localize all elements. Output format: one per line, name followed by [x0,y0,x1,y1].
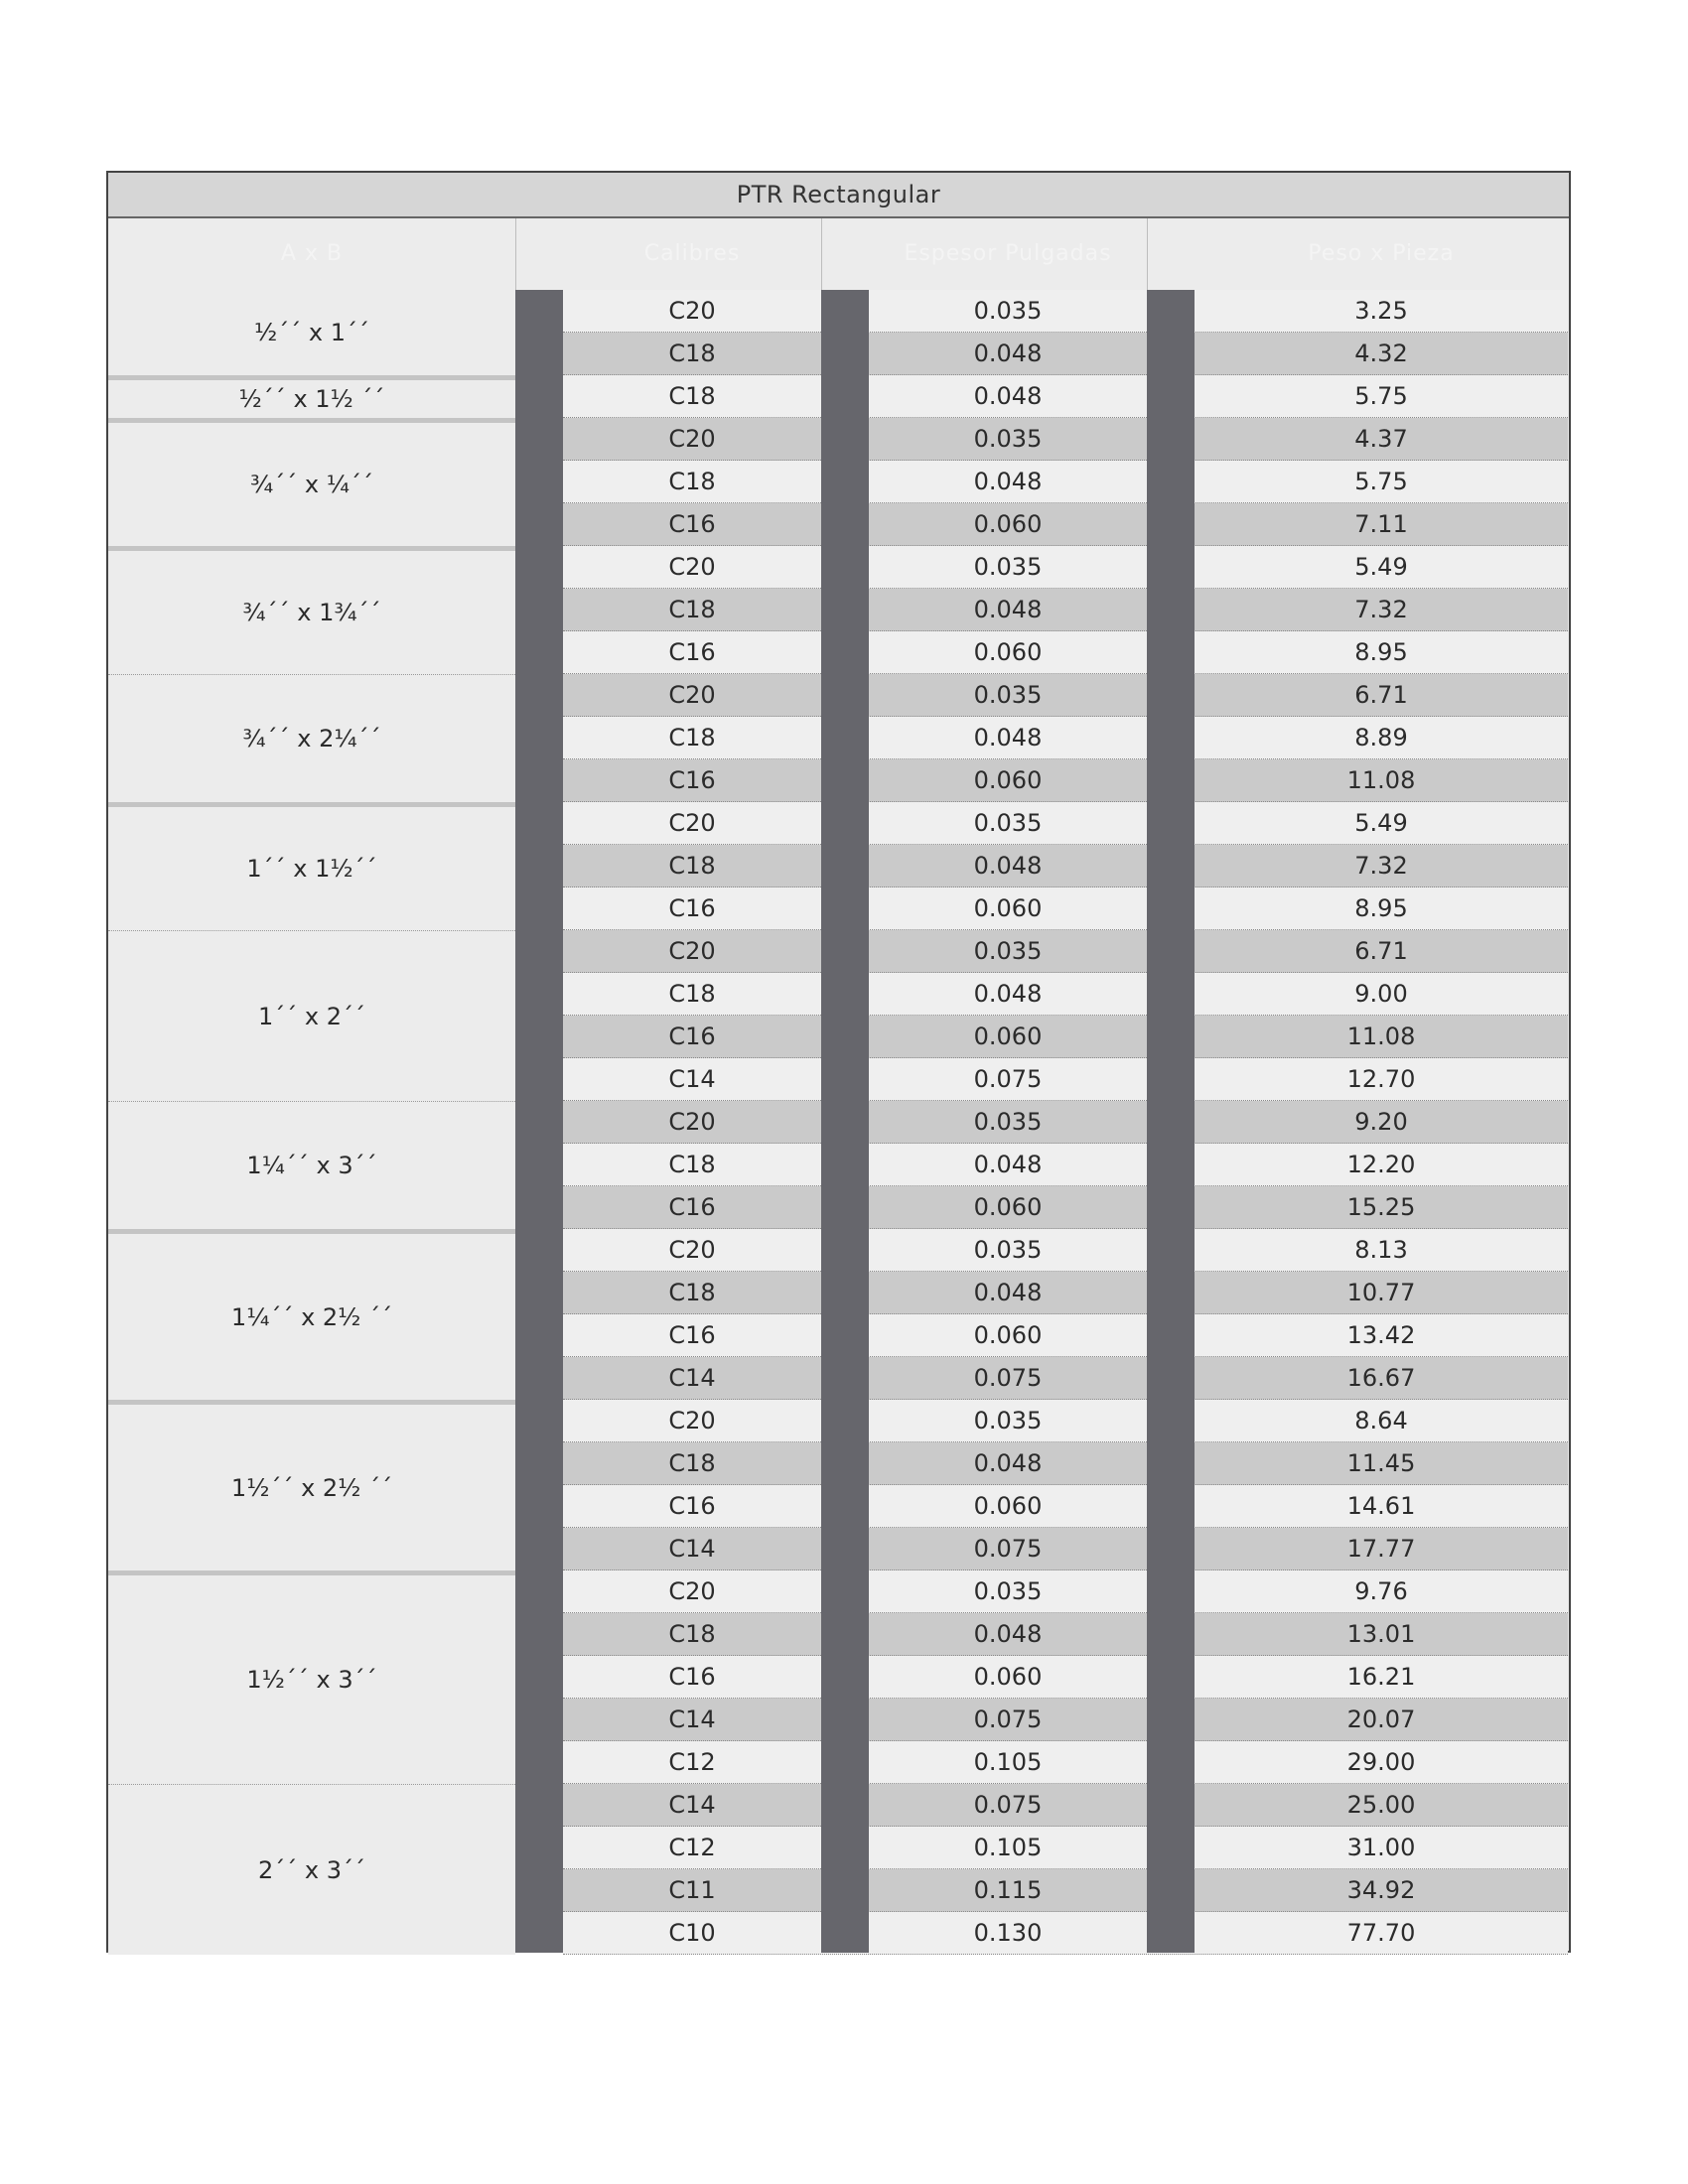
weight-cell: 5.75 [1354,382,1408,410]
weight-cell: 20.07 [1346,1706,1416,1733]
gauge-cell: C20 [668,1236,716,1264]
weight-cell: 7.32 [1354,852,1408,880]
table-row [563,1144,1568,1186]
table-row [563,1485,1568,1528]
weight-cell: 6.71 [1354,937,1408,965]
thickness-cell: 0.035 [973,1577,1043,1605]
weight-cell: 8.13 [1354,1236,1408,1264]
weight-cell: 13.42 [1346,1321,1416,1349]
thickness-cell: 0.075 [973,1364,1043,1392]
table-row [563,674,1568,717]
header-size: A x B [280,241,344,266]
table-row [563,290,1568,333]
table-row [563,1229,1568,1272]
size-group-label: ½´´ x 1´´ [108,290,515,375]
thickness-cell: 0.060 [973,766,1043,794]
thickness-cell: 0.035 [973,1236,1043,1264]
weight-cell: 8.89 [1354,724,1408,751]
weight-cell: 6.71 [1354,681,1408,709]
thickness-cell: 0.035 [973,937,1043,965]
gauge-cell: C20 [668,297,716,325]
thickness-cell: 0.060 [973,1663,1043,1691]
gauge-cell: C14 [668,1065,716,1093]
table-row [563,1400,1568,1442]
gauge-cell: C18 [668,468,716,495]
table-body [108,290,1569,1953]
gauge-cell: C20 [668,937,716,965]
gauge-cell: C18 [668,724,716,751]
size-group-label: 1¼´´ x 2½ ´´ [108,1229,515,1400]
weight-cell: 11.08 [1346,766,1416,794]
gauge-cell: C18 [668,1449,716,1477]
thickness-cell: 0.035 [973,681,1043,709]
weight-cell: 9.00 [1354,980,1408,1008]
gauge-cell: C16 [668,510,716,538]
size-group-label: 1´´ x 1½´´ [108,802,515,930]
weight-cell: 11.08 [1346,1023,1416,1050]
size-group-label: 1½´´ x 3´´ [108,1570,515,1784]
table-row [563,845,1568,887]
gauge-cell: C11 [668,1876,716,1904]
gauge-cell: C18 [668,1279,716,1306]
table-row [563,1784,1568,1827]
table-row [563,1186,1568,1229]
gauge-cell: C20 [668,553,716,581]
weight-cell: 13.01 [1346,1620,1416,1648]
table-row [563,717,1568,759]
thickness-cell: 0.060 [973,510,1043,538]
weight-cell: 9.20 [1354,1108,1408,1136]
gauge-cell: C14 [668,1364,716,1392]
weight-cell: 8.64 [1354,1407,1408,1434]
thickness-cell: 0.035 [973,553,1043,581]
table-row [563,930,1568,973]
thickness-cell: 0.035 [973,425,1043,453]
thickness-cell: 0.048 [973,1151,1043,1178]
header-divider [515,218,516,290]
weight-cell: 25.00 [1346,1791,1416,1819]
header-gauge: Calibres [643,241,741,266]
weight-cell: 17.77 [1346,1535,1416,1563]
column-divider-bar [821,290,869,1953]
size-group-label: ¾´´ x ¼´´ [108,418,515,546]
table-row [563,1912,1568,1955]
weight-cell: 12.20 [1346,1151,1416,1178]
table-row [563,1357,1568,1400]
table-row [563,802,1568,845]
weight-cell: 7.11 [1354,510,1408,538]
gauge-cell: C20 [668,425,716,453]
thickness-cell: 0.035 [973,809,1043,837]
gauge-cell: C18 [668,980,716,1008]
table-row [563,887,1568,930]
table-header [108,218,1569,290]
size-group-label: 1¼´´ x 3´´ [108,1101,515,1229]
thickness-cell: 0.115 [973,1876,1043,1904]
gauge-cell: C16 [668,1663,716,1691]
table-row [563,589,1568,631]
gauge-cell: C16 [668,638,716,666]
header-divider [821,218,822,290]
thickness-cell: 0.048 [973,724,1043,751]
gauge-cell: C12 [668,1834,716,1861]
thickness-cell: 0.075 [973,1535,1043,1563]
thickness-cell: 0.105 [973,1748,1043,1776]
gauge-cell: C18 [668,596,716,623]
gauge-cell: C14 [668,1535,716,1563]
gauge-cell: C18 [668,1151,716,1178]
table-row [563,418,1568,461]
gauge-cell: C16 [668,1023,716,1050]
thickness-cell: 0.048 [973,468,1043,495]
gauge-cell: C16 [668,1193,716,1221]
table-row [563,973,1568,1016]
thickness-cell: 0.048 [973,382,1043,410]
thickness-cell: 0.048 [973,1279,1043,1306]
thickness-cell: 0.048 [973,980,1043,1008]
table-row [563,375,1568,418]
gauge-cell: C16 [668,894,716,922]
table-row [563,1613,1568,1656]
weight-cell: 8.95 [1354,638,1408,666]
gauge-cell: C16 [668,1321,716,1349]
size-group-label: 1½´´ x 2½ ´´ [108,1400,515,1570]
header-divider [1147,218,1148,290]
weight-cell: 11.45 [1346,1449,1416,1477]
table-row [563,759,1568,802]
thickness-cell: 0.048 [973,1620,1043,1648]
gauge-cell: C20 [668,809,716,837]
table-row [563,1272,1568,1314]
thickness-cell: 0.060 [973,1492,1043,1520]
thickness-cell: 0.048 [973,340,1043,367]
weight-cell: 10.77 [1346,1279,1416,1306]
thickness-cell: 0.035 [973,297,1043,325]
weight-cell: 8.95 [1354,894,1408,922]
gauge-cell: C20 [668,681,716,709]
gauge-cell: C16 [668,766,716,794]
thickness-cell: 0.075 [973,1065,1043,1093]
thickness-cell: 0.105 [973,1834,1043,1861]
thickness-cell: 0.048 [973,852,1043,880]
thickness-cell: 0.035 [973,1407,1043,1434]
table-row [563,461,1568,503]
table-row [563,1827,1568,1869]
gauge-cell: C12 [668,1748,716,1776]
table-row [563,503,1568,546]
table-row [563,1058,1568,1101]
weight-cell: 16.67 [1346,1364,1416,1392]
weight-cell: 4.37 [1354,425,1408,453]
column-divider-bar [515,290,563,1953]
table-row [563,1442,1568,1485]
thickness-cell: 0.035 [973,1108,1043,1136]
size-group-label: ½´´ x 1½ ´´ [108,375,515,418]
weight-cell: 5.49 [1354,809,1408,837]
table-row [563,631,1568,674]
thickness-cell: 0.130 [973,1919,1043,1947]
thickness-cell: 0.048 [973,596,1043,623]
weight-cell: 29.00 [1346,1748,1416,1776]
table-row [563,1016,1568,1058]
size-group-label: 2´´ x 3´´ [108,1784,515,1955]
weight-cell: 15.25 [1346,1193,1416,1221]
column-divider-bar [1147,290,1195,1953]
table-row [563,1869,1568,1912]
size-group-label: ¾´´ x 1¾´´ [108,546,515,674]
table-row [563,1314,1568,1357]
gauge-cell: C18 [668,852,716,880]
table-row [563,1528,1568,1570]
weight-cell: 31.00 [1346,1834,1416,1861]
thickness-cell: 0.075 [973,1706,1043,1733]
gauge-cell: C18 [668,1620,716,1648]
weight-cell: 7.32 [1354,596,1408,623]
weight-cell: 34.92 [1346,1876,1416,1904]
table-row [563,1570,1568,1613]
gauge-cell: C20 [668,1577,716,1605]
header-thickness: Espesor Pulgadas [904,241,1112,266]
table-row [563,1699,1568,1741]
thickness-cell: 0.060 [973,894,1043,922]
thickness-cell: 0.060 [973,1321,1043,1349]
weight-cell: 12.70 [1346,1065,1416,1093]
gauge-cell: C14 [668,1706,716,1733]
weight-cell: 5.75 [1354,468,1408,495]
weight-cell: 77.70 [1346,1919,1416,1947]
gauge-cell: C18 [668,340,716,367]
gauge-cell: C16 [668,1492,716,1520]
weight-cell: 14.61 [1346,1492,1416,1520]
header-weight: Peso x Pieza [1308,241,1455,266]
table-row [563,1101,1568,1144]
gauge-cell: C10 [668,1919,716,1947]
weight-cell: 16.21 [1346,1663,1416,1691]
gauge-cell: C18 [668,382,716,410]
weight-cell: 3.25 [1354,297,1408,325]
thickness-cell: 0.060 [973,1193,1043,1221]
gauge-cell: C20 [668,1407,716,1434]
size-group-label: ¾´´ x 2¼´´ [108,674,515,802]
gauge-cell: C20 [668,1108,716,1136]
weight-cell: 9.76 [1354,1577,1408,1605]
thickness-cell: 0.075 [973,1791,1043,1819]
thickness-cell: 0.048 [973,1449,1043,1477]
table-row [563,546,1568,589]
size-group-label: 1´´ x 2´´ [108,930,515,1101]
thickness-cell: 0.060 [973,638,1043,666]
table-row [563,1656,1568,1699]
ptr-rectangular-table [106,171,1571,1953]
table-title: PTR Rectangular [108,173,1569,218]
weight-cell: 4.32 [1354,340,1408,367]
table-row [563,333,1568,375]
gauge-cell: C14 [668,1791,716,1819]
thickness-cell: 0.060 [973,1023,1043,1050]
weight-cell: 5.49 [1354,553,1408,581]
table-row [563,1741,1568,1784]
